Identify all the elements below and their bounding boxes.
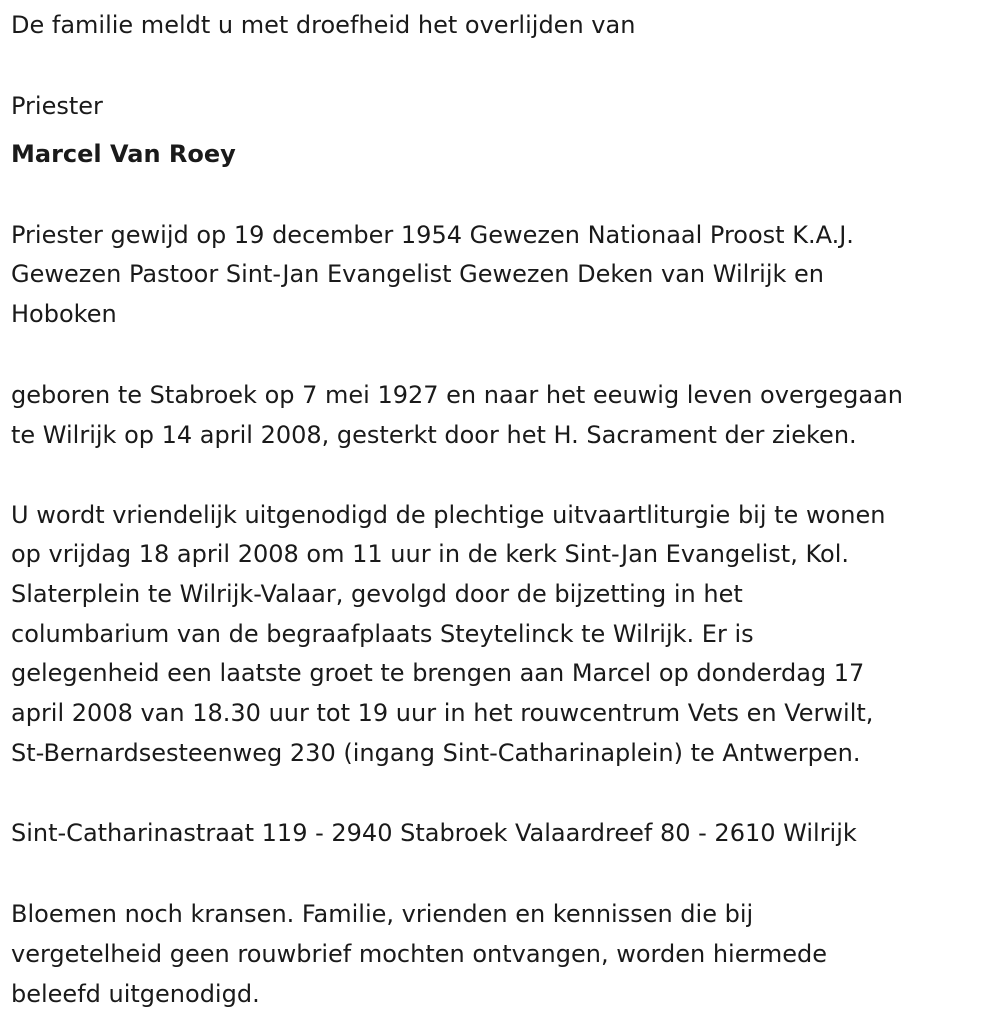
- deceased-name: Marcel Van Roey: [11, 140, 236, 168]
- birth-death-line: te Wilrijk op 14 april 2008, gesterkt door het H. Sacrament der zieken.: [11, 421, 857, 449]
- funeral-line: april 2008 van 18.30 uur tot 19 uur in het rouwcentrum Vets en Verwilt,: [11, 699, 874, 727]
- intro-line: De familie meldt u met droefheid het overlijden van: [11, 11, 636, 39]
- career-line: Hoboken: [11, 300, 117, 328]
- closing-line: vergetelheid geen rouwbrief mochten ontvangen, worden hiermede: [11, 940, 828, 968]
- funeral-line: gelegenheid een laatste groet te brengen aan Marcel op donderdag 17: [11, 659, 865, 687]
- career-line: Priester gewijd op 19 december 1954 Gewezen Nationaal Proost K.A.J.: [11, 221, 854, 249]
- closing-line: Bloemen noch kransen. Familie, vrienden en kennissen die bij: [11, 900, 754, 928]
- funeral-line: op vrijdag 18 april 2008 om 11 uur in de kerk Sint-Jan Evangelist, Kol.: [11, 540, 849, 568]
- closing-line: beleefd uitgenodigd.: [11, 980, 260, 1008]
- deceased-title: Priester: [11, 92, 103, 120]
- birth-death-line: geboren te Stabroek op 7 mei 1927 en naar het eeuwig leven overgegaan: [11, 381, 904, 409]
- funeral-line: U wordt vriendelijk uitgenodigd de plechtige uitvaartliturgie bij te wonen: [11, 501, 886, 529]
- career-line: Gewezen Pastoor Sint-Jan Evangelist Gewezen Deken van Wilrijk en: [11, 260, 824, 288]
- addresses-line: Sint-Catharinastraat 119 - 2940 Stabroek Valaardreef 80 - 2610 Wilrijk: [11, 819, 857, 847]
- funeral-line: columbarium van de begraafplaats Steytelinck te Wilrijk. Er is: [11, 620, 754, 648]
- funeral-line: St-Bernardsesteenweg 230 (ingang Sint-Catharinaplein) te Antwerpen.: [11, 739, 861, 767]
- funeral-line: Slaterplein te Wilrijk-Valaar, gevolgd door de bijzetting in het: [11, 580, 743, 608]
